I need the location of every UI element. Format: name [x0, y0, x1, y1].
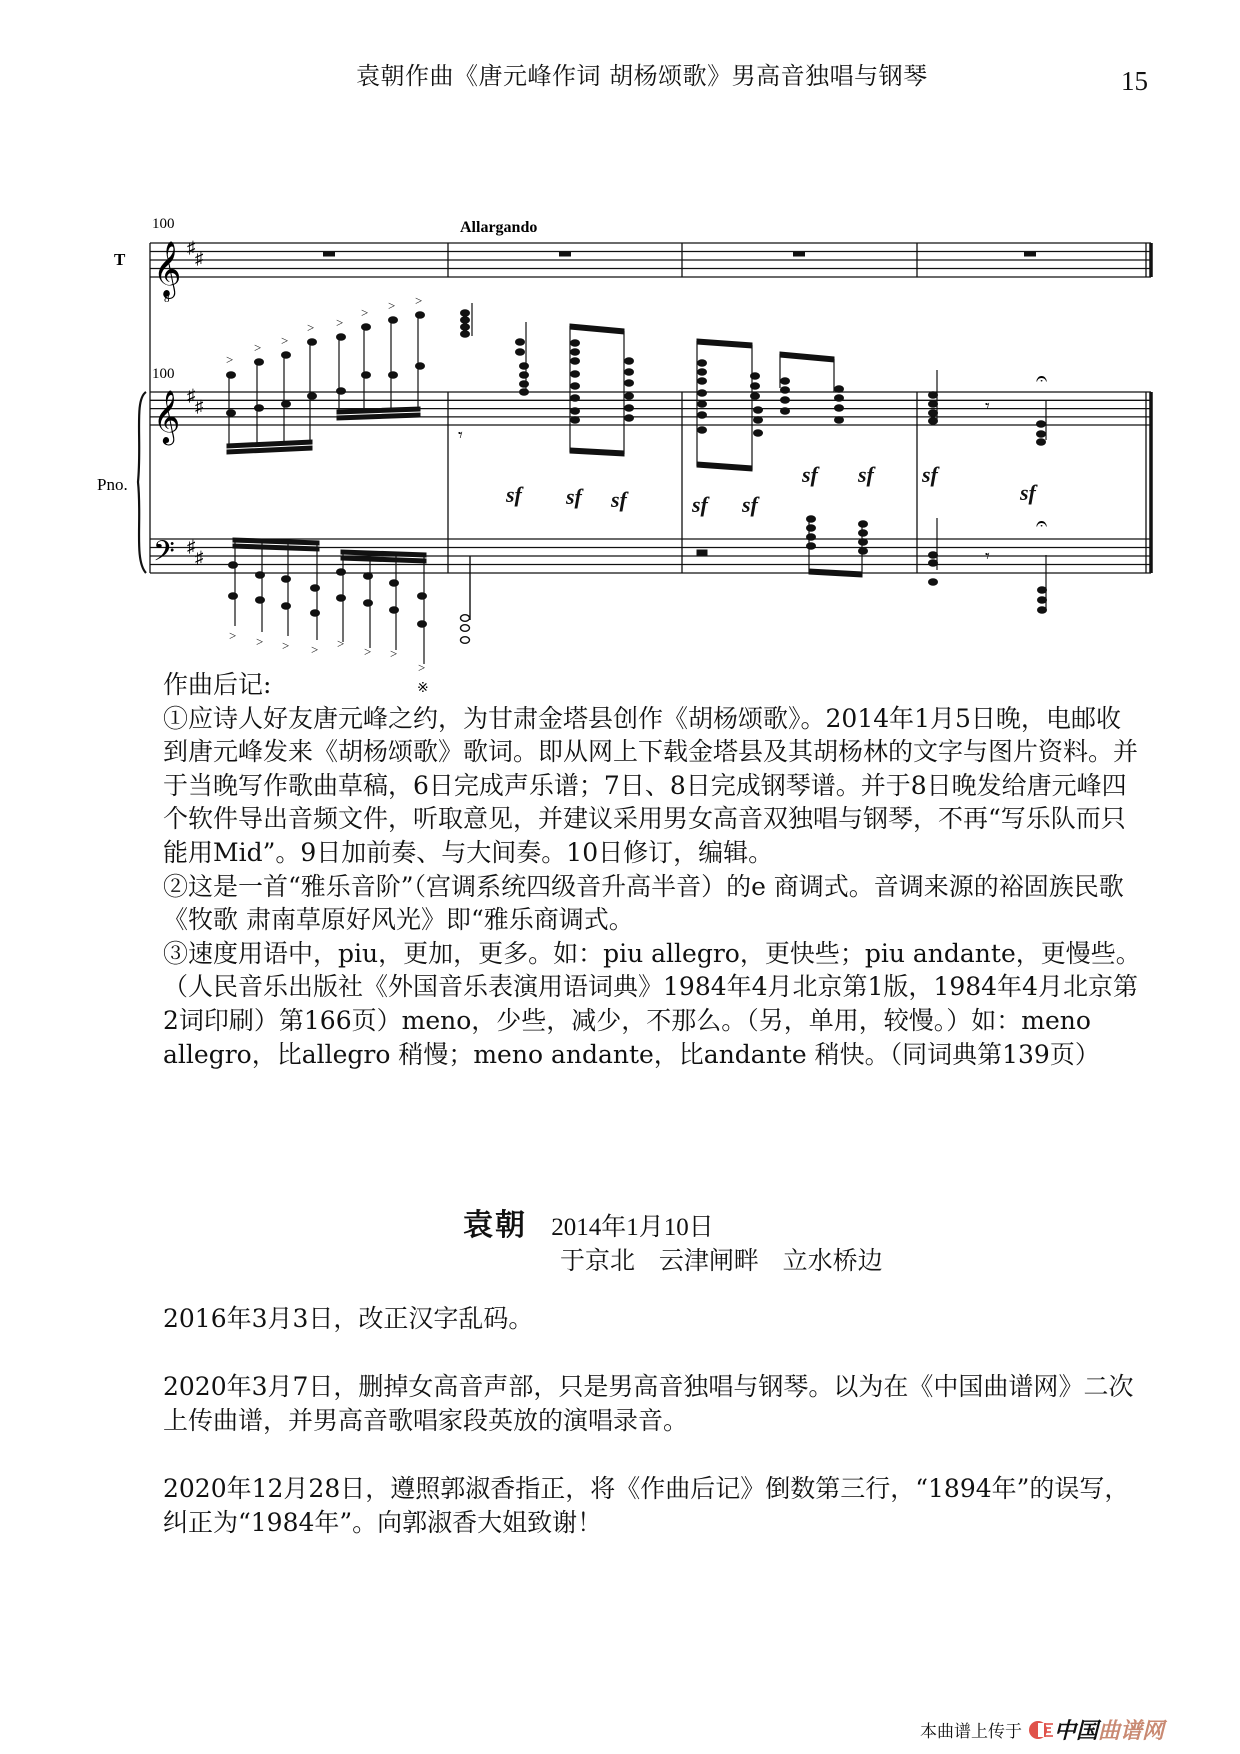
key-signature-sharp-icon: ♯: [195, 397, 204, 416]
svg-text:>: >: [415, 293, 423, 308]
key-signature-sharp-icon: ♯: [195, 249, 204, 268]
dynamic-sf: sf: [922, 462, 938, 487]
brand-name-part1: 中国: [1054, 1718, 1099, 1744]
measure-101-bass-chord: [461, 556, 471, 643]
tenor-label: T: [114, 250, 126, 269]
svg-text:>: >: [364, 644, 372, 659]
dynamic-sf: sf: [692, 492, 708, 517]
accent-marks: [226, 293, 422, 367]
afterword-paragraph-2: ②这是一首“雅乐音阶”（宫调系统四级音升高半音）的e 商调式。音调来源的裕固族民歌《牧歌 肃南草原好风光》即“雅乐商调式。: [163, 871, 1124, 935]
revision-log-entry: [163, 1370, 1143, 1438]
measure-102-chords: [697, 339, 868, 577]
revision-log-entry: [163, 1302, 1143, 1336]
svg-text:>: >: [281, 333, 289, 348]
svg-text:>: >: [336, 315, 344, 330]
site-logo-icon: [1028, 1719, 1054, 1741]
key-signature-sharp-icon: ♯: [195, 548, 204, 567]
key-signature-sharp-icon: ♯: [187, 386, 196, 405]
afterword-heading: 作曲后记:: [163, 670, 272, 699]
key-signature-sharp-icon: ♯: [187, 537, 196, 556]
whole-rest-icon: [323, 252, 335, 257]
svg-text:>: >: [361, 305, 369, 320]
eighth-rest-icon: 𝄾: [985, 546, 990, 566]
eighth-rest-icon: 𝄾: [985, 396, 990, 416]
dynamics: [505, 462, 1039, 517]
composer-signature: 袁朝: [463, 1208, 527, 1243]
eighth-rest-icon: 𝄾: [458, 425, 463, 445]
dynamic-sf: sf: [506, 482, 522, 507]
svg-text:>: >: [388, 298, 396, 313]
svg-text:>: >: [254, 340, 262, 355]
revision-text: 2020年12月28日，遵照郭淑香指正，将《作曲后记》倒数第三行，“1894年”的误写，纠正为“1984年”。向郭淑香大姐致谢！: [163, 1474, 1130, 1537]
clef-octave-label: 8: [164, 293, 170, 305]
dynamic-sf: sf: [566, 484, 582, 509]
svg-text:>: >: [418, 660, 426, 675]
svg-text:>: >: [282, 638, 290, 653]
measure-100-treble-notes: [227, 312, 425, 454]
whole-rest-icon: [1024, 252, 1036, 257]
measure-number-tenor: 100: [152, 216, 175, 232]
upload-text: 本曲谱上传于: [920, 1722, 1022, 1742]
signature-line: [463, 1200, 714, 1244]
upload-footer: [920, 1714, 1164, 1745]
measure-number-piano: 100: [152, 366, 175, 382]
running-header-title: 袁朝作曲《唐元峰作词 胡杨颂歌》男高音独唱与钢琴: [356, 62, 928, 90]
svg-text:>: >: [226, 352, 234, 367]
fermata-icon: 𝄐: [1036, 368, 1048, 390]
page-number: 15: [1121, 66, 1148, 96]
whole-rests: [323, 252, 1036, 257]
revision-text: 2020年3月7日，删掉女高音声部，只是男高音独唱与钢琴。以为在《中国曲谱网》二次上传曲谱，并男高音歌唱家段英放的演唱录音。: [163, 1372, 1134, 1435]
key-signature-sharp-icon: ♯: [187, 238, 196, 257]
pedal-release-icon: ※: [417, 681, 429, 696]
whole-rest-icon: [559, 252, 571, 257]
svg-text:>: >: [390, 646, 398, 661]
piano-treble-staff: [150, 392, 1151, 425]
dynamic-sf: sf: [611, 487, 627, 512]
svg-text:>: >: [229, 628, 237, 643]
svg-text:>: >: [337, 636, 345, 651]
revision-text: 2016年3月3日，改正汉字乱码。: [163, 1304, 534, 1333]
dynamic-sf: sf: [1020, 480, 1036, 505]
dynamic-sf: sf: [742, 492, 758, 517]
tenor-staff: [150, 243, 1151, 277]
afterword-paragraph-1: ①应诗人好友唐元峰之约，为甘肃金塔县创作《胡杨颂歌》。2014年1月5日晚，电邮收到唐元峰发来《胡杨颂歌》歌词。即从网上下载金塔县及其胡杨林的文字与图片资料。并于当晚写作歌曲草稿，6日完成声乐谱；7日、8日完成钢琴谱。并于8日晚发给唐元峰四个软件导出音频文件，听取意见，并建议采用男女高音双独唱与钢琴，不再“写乐队而只能用Mid”。9日加前奏、与大间奏。10日修订，编辑。: [163, 703, 1139, 867]
piano-brace-icon: [138, 392, 146, 573]
site-logo[interactable]: [1028, 1714, 1164, 1745]
revision-log-entry: [163, 1472, 1143, 1540]
treble-clef-icon: 𝄞: [153, 243, 182, 296]
svg-text:>: >: [256, 634, 264, 649]
measure-101-treble-chords: [461, 303, 634, 456]
signature-place: 于京北 云津闸畔 立水桥边: [560, 1246, 883, 1275]
piano-label: Pno.: [97, 475, 128, 494]
svg-text:>: >: [307, 320, 315, 335]
brand-name-part2: 曲谱网: [1098, 1719, 1165, 1744]
whole-rest-icon: [793, 252, 805, 257]
signature-date: 2014年1月10日: [551, 1214, 714, 1241]
tempo-marking: Allargando: [460, 219, 538, 236]
svg-text:>: >: [311, 642, 319, 657]
fermata-icon: 𝄐: [1036, 513, 1048, 535]
composition-afterword: [163, 668, 1143, 1071]
afterword-paragraph-3: ③速度用语中，piu，更加，更多。如：piu allegro，更快些；piu andante，更慢些。（人民音乐出版社《外国音乐表演用语词典》1984年4月北京第1版，1984年4月北京第2词印刷）第166页）meno，少些，减少，不那么。（另，单用，较慢。）如：meno allegro，比allegro 稍慢；meno andante，比andante 稍快。（同词典第139页）: [163, 938, 1141, 1069]
dynamic-sf: sf: [802, 462, 818, 487]
treble-clef-icon: 𝄞: [153, 391, 181, 442]
dynamic-sf: sf: [858, 462, 874, 487]
bass-clef-icon: 𝄢: [153, 537, 175, 574]
